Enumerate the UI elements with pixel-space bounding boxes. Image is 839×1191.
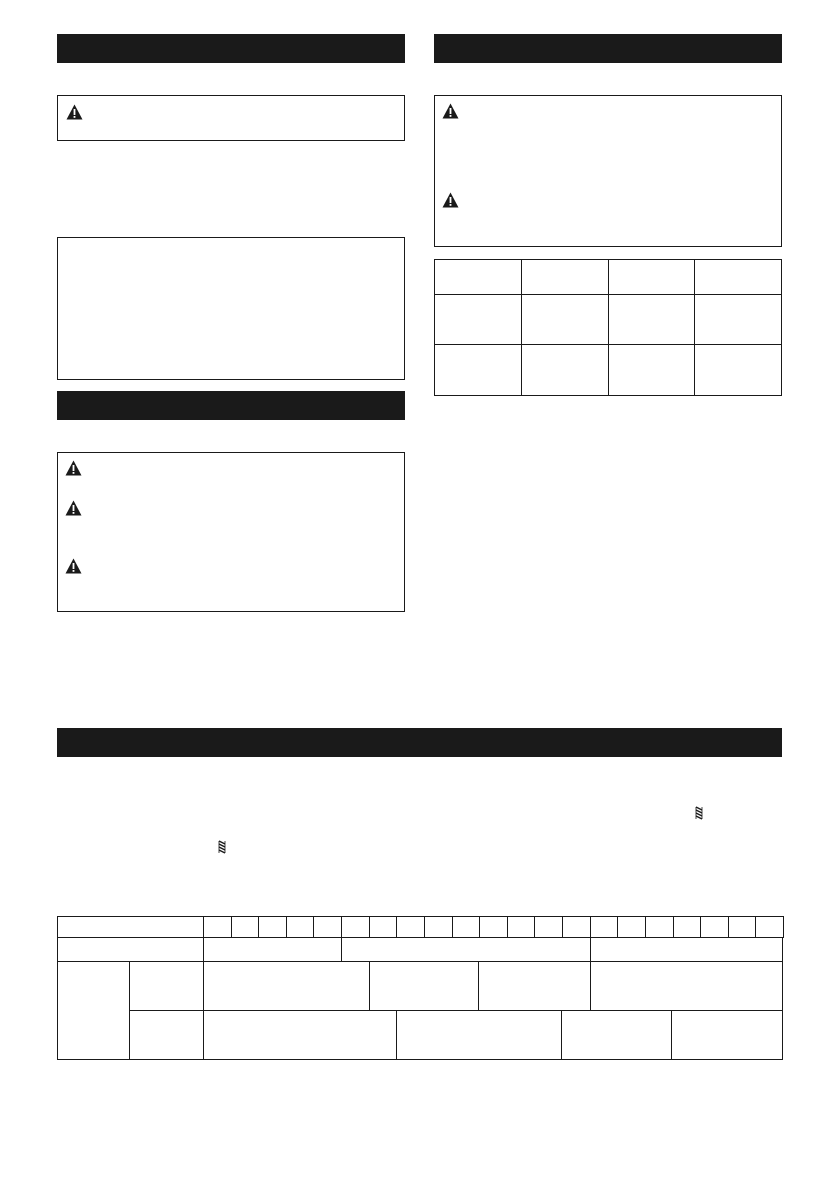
section-header-left-top (57, 34, 405, 63)
table-cell (617, 916, 646, 938)
table-cell (695, 295, 782, 345)
table-cell (562, 916, 591, 938)
table-cell (369, 916, 397, 938)
table-cell (203, 916, 232, 938)
drill-bit-icon (218, 840, 226, 855)
table-cell (521, 295, 608, 345)
table-cell (231, 916, 259, 938)
table-cell (645, 916, 674, 938)
table-cell (57, 916, 204, 938)
table-cell (203, 937, 342, 962)
warning-triangle-icon (442, 192, 459, 208)
table-cell (396, 1010, 562, 1060)
table-cell (57, 937, 204, 962)
table-cell (695, 260, 782, 295)
table-cell (435, 260, 522, 295)
table-cell (590, 916, 618, 938)
table-cell (258, 916, 287, 938)
table-cell (424, 916, 453, 938)
table-cell (203, 1010, 397, 1060)
warning-triangle-icon (66, 104, 83, 120)
table-cell (129, 1010, 204, 1060)
warning-box-3 (434, 95, 782, 247)
table-cell (590, 937, 783, 962)
table-cell (608, 345, 695, 396)
table-cell (590, 961, 783, 1011)
table-cell (341, 916, 370, 938)
warning-triangle-icon (65, 558, 82, 574)
table-cell (673, 916, 701, 938)
table-cell (534, 916, 563, 938)
table-cell (671, 1010, 783, 1060)
table-cell (435, 295, 522, 345)
warning-box-2 (57, 452, 405, 612)
table-cell (608, 260, 695, 295)
table-cell (507, 916, 535, 938)
table-cell (313, 916, 342, 938)
warning-box-1 (57, 95, 405, 141)
table-cell (728, 916, 756, 938)
table-cell (700, 916, 729, 938)
table-cell (695, 345, 782, 396)
table-cell (521, 345, 608, 396)
table-cell (608, 295, 695, 345)
drill-bit-icon (695, 806, 703, 821)
warning-triangle-icon (65, 500, 82, 516)
table-cell (479, 916, 508, 938)
table-cell (341, 937, 591, 962)
section-header-right-top (434, 34, 782, 63)
table-cell (521, 260, 608, 295)
warning-triangle-icon (65, 460, 82, 476)
table-cell (203, 961, 370, 1011)
table-cell (286, 916, 314, 938)
table-cell (755, 916, 784, 938)
bottom-table (57, 916, 783, 1060)
table-cell (561, 1010, 672, 1060)
table-cell (396, 916, 425, 938)
table-cell (369, 961, 479, 1011)
note-box (57, 237, 405, 380)
right-table (434, 259, 782, 395)
section-header-bottom (57, 728, 782, 757)
table-cell (57, 961, 130, 1060)
warning-triangle-icon (442, 103, 459, 119)
table-cell (452, 916, 480, 938)
table-cell (435, 345, 522, 396)
table-cell (129, 961, 204, 1011)
section-header-left-middle (57, 391, 405, 420)
table-cell (478, 961, 591, 1011)
